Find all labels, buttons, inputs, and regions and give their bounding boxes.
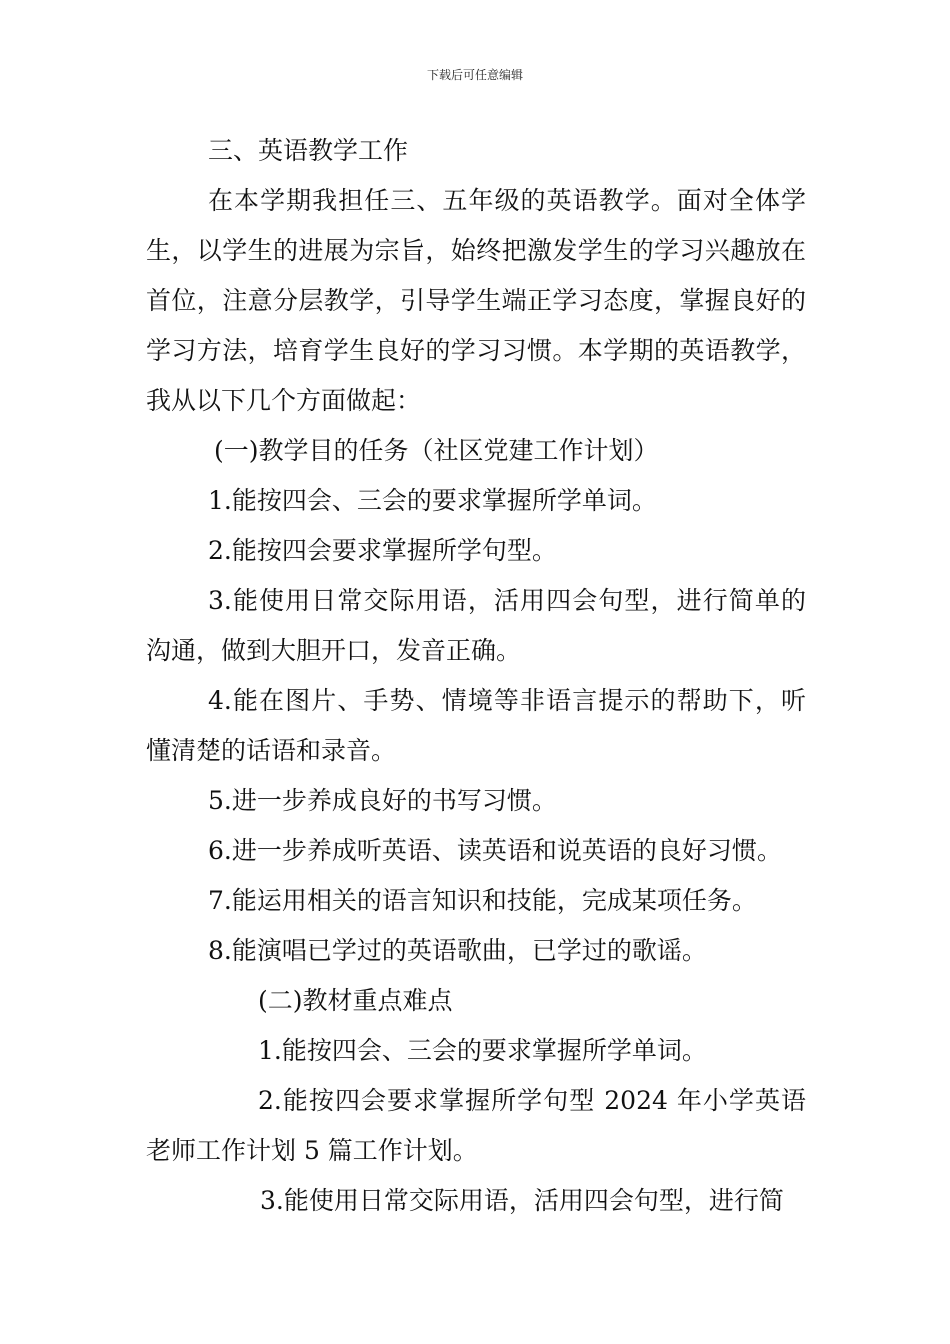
header-note: 下载后可任意编辑 [426,68,523,82]
intro-paragraph: 在本学期我担任三、五年级的英语教学。面对全体学生，以学生的进展为宗旨，始终把激发学生的学习兴趣放在首位，注意分层教学，引导学生端正学习态度，掌握良好的学习方法，培育学生良好的学习习惯。本学期的英语教学，我从以下几个方面做起： [146,186,806,415]
list-item: 1.能按四会、三会的要求掌握所学单词。 [208,486,657,515]
list-item: 5.进一步养成良好的书写习惯。 [208,786,557,815]
list-item: 3.能使用日常交际用语，活用四会句型，进行简单的沟通，做到大胆开口，发音正确。 [146,586,806,665]
list-item: 2.能按四会要求掌握所学句型。 [208,536,557,565]
list-item: 7.能运用相关的语言知识和技能，完成某项任务。 [208,886,757,915]
list-item: 6.进一步养成听英语、读英语和说英语的良好习惯。 [208,836,782,865]
list-item: 3.能使用日常交际用语，活用四会句型，进行简 [260,1186,784,1215]
section-title: 三、英语教学工作 [208,136,409,165]
subsection-title-objectives: (一)教学目的任务（社区党建工作计划） [214,436,659,465]
list-item: 4.能在图片、手势、情境等非语言提示的帮助下，听懂清楚的话语和录音。 [146,686,806,765]
list-item: 2.能按四会要求掌握所学句型 2024 年小学英语老师工作计划 5 篇工作计划。 [146,1086,806,1165]
subsection-title-key-points: (二)教材重点难点 [258,986,453,1015]
document-body [146,126,806,1226]
list-item: 8.能演唱已学过的英语歌曲，已学过的歌谣。 [208,936,707,965]
list-item: 1.能按四会、三会的要求掌握所学单词。 [258,1036,707,1065]
